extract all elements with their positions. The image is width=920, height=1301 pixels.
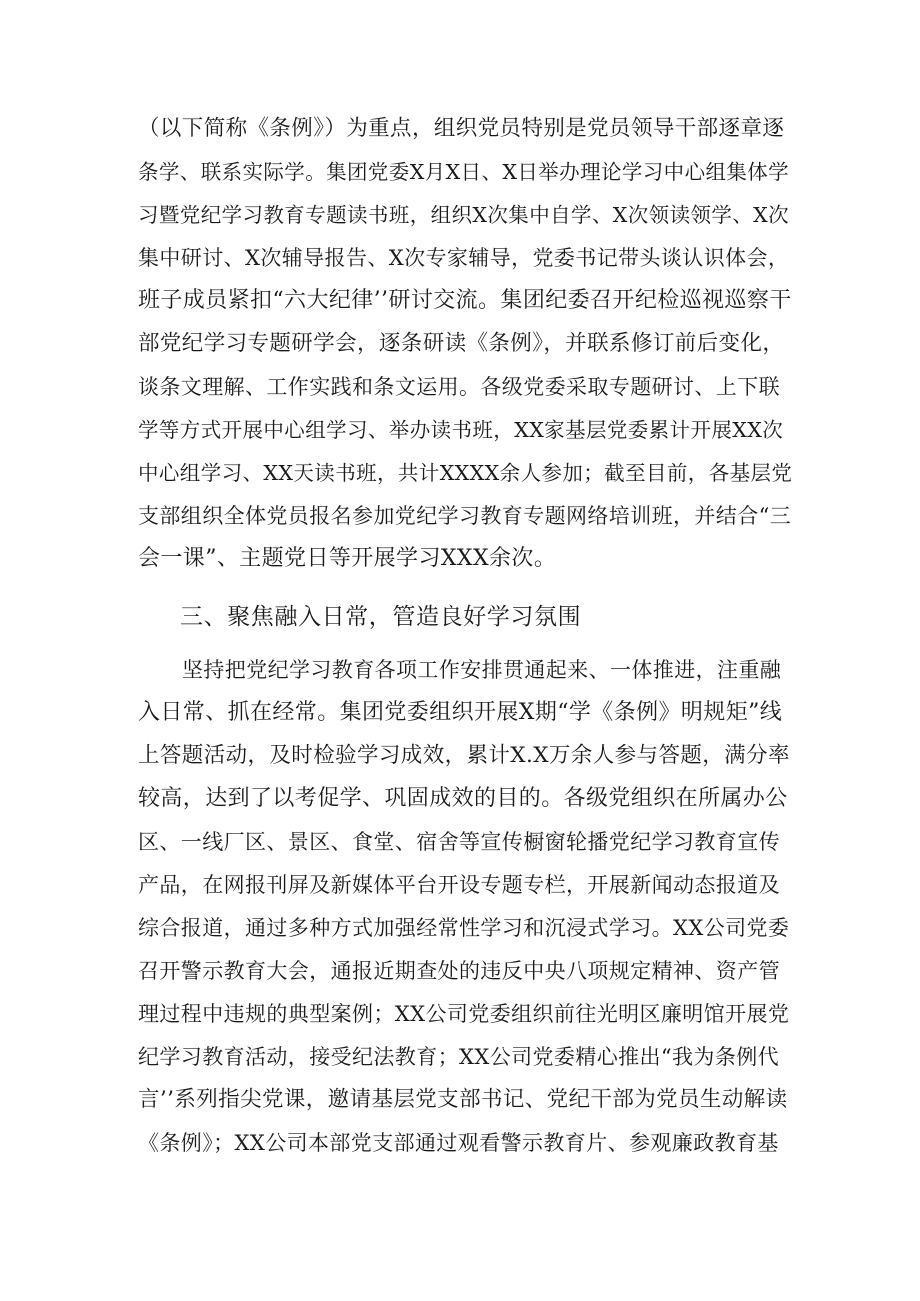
text-line: 较高，达到了以考促学、巩固成效的目的。各级党组织在所属办公 — [138, 786, 788, 811]
text-line: 中心组学习、XX天读书班，共计XXXX余人参加；截至目前，各基层党 — [138, 461, 793, 485]
text-line: 言’’系列指尖党课，邀请基层党支部书记、党纪干部为党员生动解读 — [138, 1087, 788, 1112]
text-line: 召开警示教育大会，通报近期查处的违反中央八项规定精神、资产管 — [138, 959, 780, 983]
text-line: 产品，在网报刊屏及新媒体平台开设专题专栏，开展新闻动态报道及 — [138, 873, 780, 897]
text-line: 部党纪学习专题研学会，逐条研读《条例》，并联系修订前后变化， — [138, 331, 785, 356]
text-line: 谈条文理解、工作实践和条文运用。各级党委采取专题研讨、上下联 — [138, 375, 780, 399]
text-line: 理过程中违规的典型案例；XX公司党委组织前往光明区廉明馆开展党 — [138, 1002, 790, 1026]
section-heading: 三、聚焦融入日常，管造良好学习氛围 — [180, 604, 582, 630]
text-line: 纪学习教育活动，接受纪法教育；XX公司党委精心推出“我为条例代 — [138, 1045, 780, 1069]
text-line: 支部组织全体党员报名参加党纪学习教育专题网络培训班，并结合“三 — [138, 504, 792, 528]
text-line: 条学、联系实际学。集团党委X月X日、X日举办理论学习中心组集体学 — [138, 160, 790, 184]
text-line: 习暨党纪学习教育专题读书班，组织X次集中自学、X次领读领学、X次 — [138, 203, 790, 227]
text-line: 上答题活动，及时检验学习成效，累计X.X万余人参与答题，满分率 — [138, 743, 790, 768]
text-line: 入日常、抓在经常。集团党委组织开展X期“学《条例》明规矩”线 — [138, 700, 783, 725]
text-line: 区、一线厂区、景区、食堂、宿舍等宣传橱窗轮播党纪学习教育宣传 — [138, 830, 780, 854]
text-line: 坚持把党纪学习教育各项工作安排贯通起来、一体推进，注重融 — [182, 658, 782, 682]
text-line: 班子成员紧扣“六大纪律’’研讨交流。集团纪委召开纪检巡视巡察干 — [138, 288, 792, 313]
text-line: 会一课”、主题党日等开展学习XXX余次。 — [138, 546, 557, 571]
text-line: 《条例》；XX公司本部党支部通过观看警示教育片、参观廉政教育基 — [138, 1131, 779, 1155]
text-line: 学等方式开展中心组学习、举办读书班，XX家基层党委累计开展XX次 — [138, 418, 784, 442]
text-line: （以下简称《条例》）为重点，组织党员特别是党员领导干部逐章逐 — [138, 116, 785, 141]
text-line: 集中研讨、X次辅导报告、X次专家辅导，党委书记带头谈认识体会， — [138, 246, 790, 270]
text-line: 综合报道，通过多种方式加强经常性学习和沉浸式学习。XX公司党委 — [138, 916, 790, 940]
